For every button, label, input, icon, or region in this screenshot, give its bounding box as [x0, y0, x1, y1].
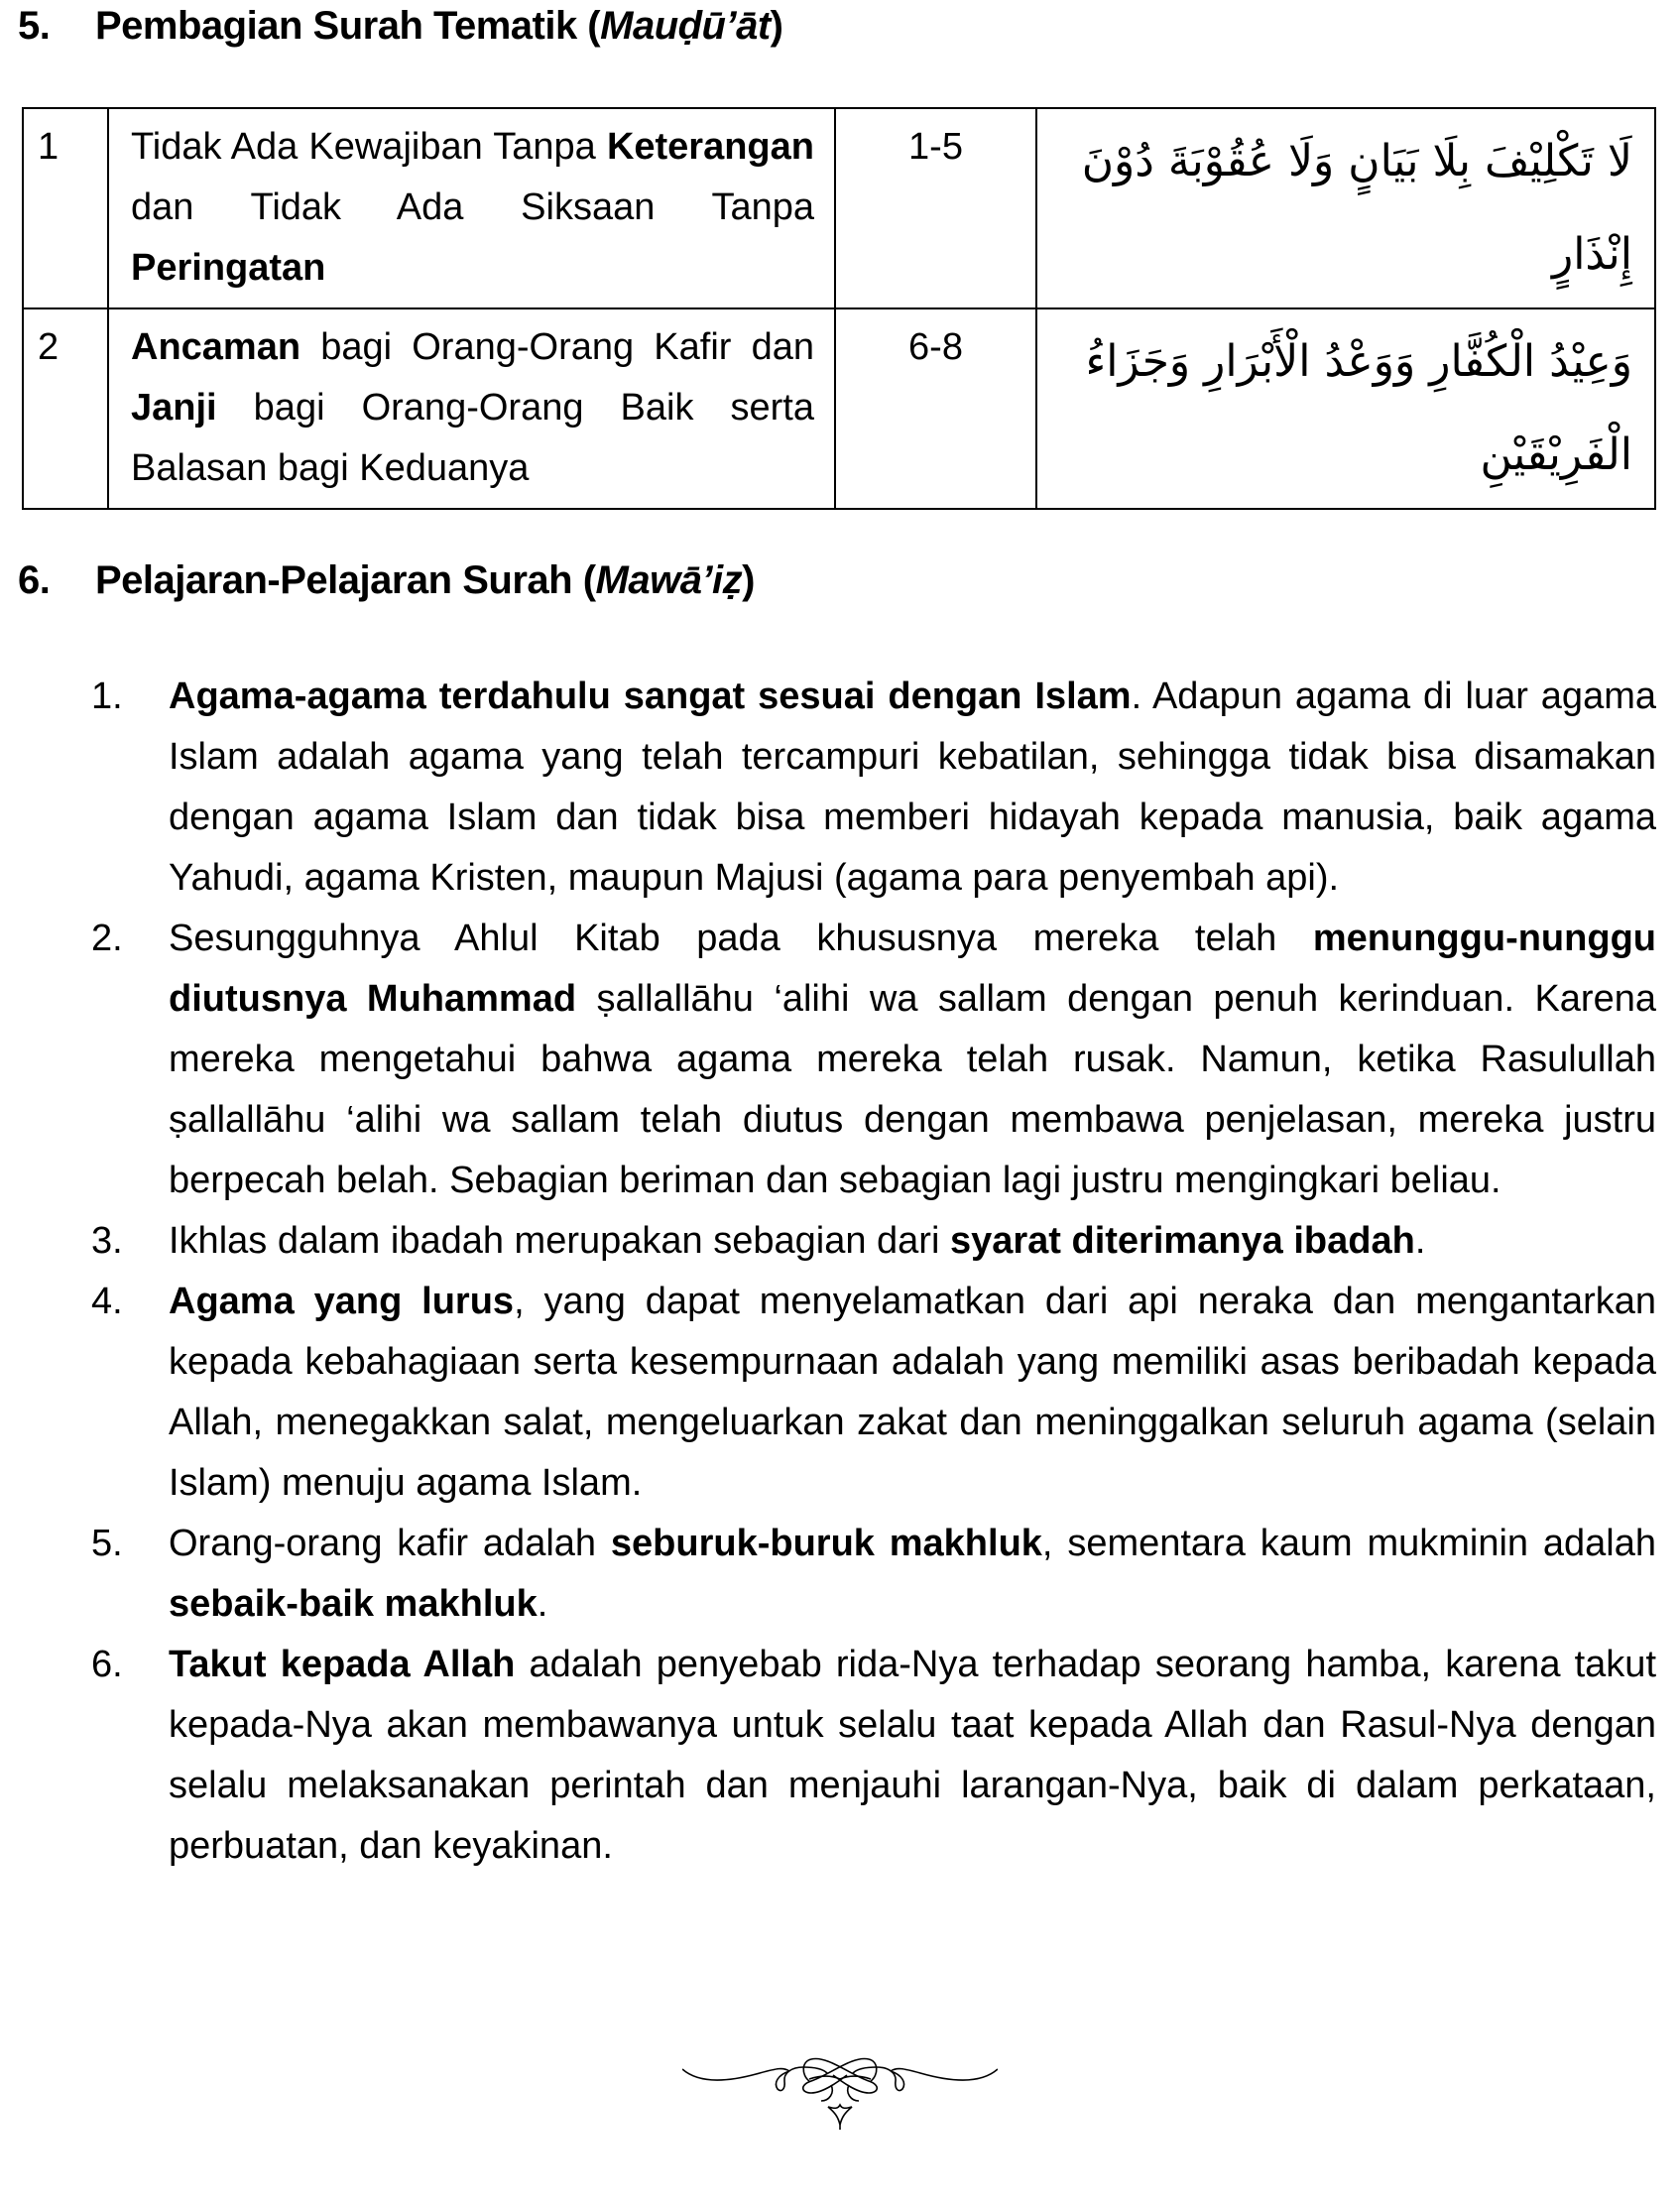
arabic-summary-cell	[1036, 108, 1655, 308]
section-number: 5.	[18, 4, 51, 48]
row-number-cell	[23, 308, 108, 509]
lesson-number: 3.	[91, 1220, 123, 1262]
lesson-number: 4.	[91, 1281, 123, 1322]
lesson-text: Orang-orang kafir adalah	[169, 1523, 611, 1564]
lesson-number: 2.	[91, 918, 123, 959]
title-part-bold: Keterangan	[606, 126, 814, 168]
arabic-summary: وَعِيْدُ الْكُفَّارِ وَوَعْدُ الْأَبْرَارِ وَجَزَاءُ الْفَرِيْقَيْنِ	[1085, 336, 1632, 480]
row-number-cell	[23, 108, 108, 308]
arabic-summary-cell	[1036, 308, 1655, 509]
lesson-text: . Adapun agama di luar agama Islam adalah agama yang telah tercampuri kebatilan, sehingga tidak bisa disamakan dengan agama Islam dan tidak bisa memberi hidayah kepada manusia, baik agama Yahudi, agama Kristen, maupun Majusi (agama para penyembah api).	[169, 675, 1656, 899]
lesson-text-bold: seburuk-buruk makhluk	[610, 1523, 1042, 1564]
lesson-text: Ikhlas dalam ibadah merupakan sebagian dari	[169, 1220, 950, 1262]
lesson-text-bold: syarat diterimanya ibadah	[949, 1220, 1415, 1262]
row-title-cell	[108, 108, 835, 308]
section-title-end: )	[770, 4, 783, 48]
lesson-text: , yang dapat menyelamatkan dari api neraka dan mengantarkan kepada kebahagiaan serta kesempurnaan adalah yang memiliki asas beribadah kepada Allah, menegakkan salat, mengeluarkan zakat dan meninggalkan seluruh agama (selain Islam) menuju agama Islam.	[169, 1281, 1657, 1504]
lesson-text-bold: Takut kepada Allah	[169, 1644, 516, 1685]
section-number: 6.	[18, 558, 51, 602]
section-title: Pelajaran-Pelajaran Surah (	[95, 558, 596, 602]
row-number: 1	[38, 126, 60, 168]
section-5-heading	[18, 4, 783, 49]
title-part-bold: Ancaman	[131, 326, 301, 368]
section-title-italic: Mauḍū’āt	[600, 4, 771, 48]
lesson-text: ṣallallāhu ‘alihi wa sallam dengan penuh kerinduan. Karena mereka mengetahui bahwa agama mereka telah rusak. Namun, ketika Rasulullah ṣallallāhu ‘alihi wa sallam telah diutus dengan membawa penjelasan, mereka justru berpecah belah. Sebagian beriman dan sebagian lagi justru mengingkari beliau.	[169, 978, 1656, 1201]
table-row	[23, 308, 1655, 509]
lesson-text-bold: Agama yang lurus	[169, 1281, 515, 1322]
ayat-range: 6-8	[908, 326, 963, 368]
thematic-division-table	[22, 107, 1656, 510]
row-number: 2	[38, 326, 60, 368]
lesson-number: 5.	[91, 1523, 123, 1564]
lesson-text-bold: sebaik-baik makhluk	[169, 1583, 538, 1625]
lesson-item	[91, 667, 1656, 909]
arabic-summary: لَا تَكْلِيْفَ بِلَا بَيَانٍ وَلَا عُقُوْبَةَ دُوْنَ إِنْذَارٍ	[1081, 136, 1632, 280]
ayat-range: 1-5	[908, 126, 963, 168]
title-part-bold: Peringatan	[131, 247, 326, 289]
section-title: Pembagian Surah Tematik (	[95, 4, 601, 48]
section-title-end: )	[742, 558, 755, 602]
title-part: bagi Orang-Orang Baik serta Balasan bagi Keduanya	[131, 387, 814, 489]
title-part-bold: Janji	[131, 387, 217, 429]
ayat-range-cell	[835, 108, 1036, 308]
lesson-item	[91, 1211, 1656, 1272]
lesson-item	[91, 1514, 1656, 1635]
section-title-italic: Mawā’iẓ	[595, 558, 743, 602]
lesson-number: 1.	[91, 675, 123, 717]
title-part: dan Tidak Ada Siksaan Tanpa	[131, 186, 814, 228]
lesson-text: , sementara kaum mukminin adalah	[1041, 1523, 1656, 1564]
lesson-number: 6.	[91, 1644, 123, 1685]
ayat-range-cell	[835, 308, 1036, 509]
lesson-text: .	[1414, 1220, 1426, 1262]
lesson-text: adalah penyebab rida-Nya terhadap seorang hamba, karena takut kepada-Nya akan membawanya untuk selalu taat kepada Allah dan Rasul-Nya dengan selalu melaksanakan perintah dan menjauhi larangan-Nya, baik di dalam perkataan, perbuatan, dan keyakinan.	[169, 1644, 1657, 1867]
lesson-text-bold: Agama-agama terdahulu sangat sesuai dengan Islam	[169, 675, 1132, 717]
section-6-heading	[18, 558, 755, 603]
lesson-text-bold: menunggu-nunggu diutusnya Muhammad	[169, 918, 1656, 1020]
lessons-list	[91, 667, 1656, 1877]
lesson-item	[91, 1272, 1656, 1514]
lesson-item	[91, 909, 1656, 1211]
lesson-text: Sesungguhnya Ahlul Kitab pada khususnya mereka telah	[169, 918, 1313, 959]
row-title-cell	[108, 308, 835, 509]
title-part: bagi Orang-Orang Kafir dan	[300, 326, 814, 368]
lesson-text: .	[537, 1583, 548, 1625]
decorative-flourish-icon	[682, 2045, 998, 2131]
lesson-item	[91, 1635, 1656, 1877]
title-part: Tidak Ada Kewajiban Tanpa	[131, 126, 607, 168]
table-row	[23, 108, 1655, 308]
